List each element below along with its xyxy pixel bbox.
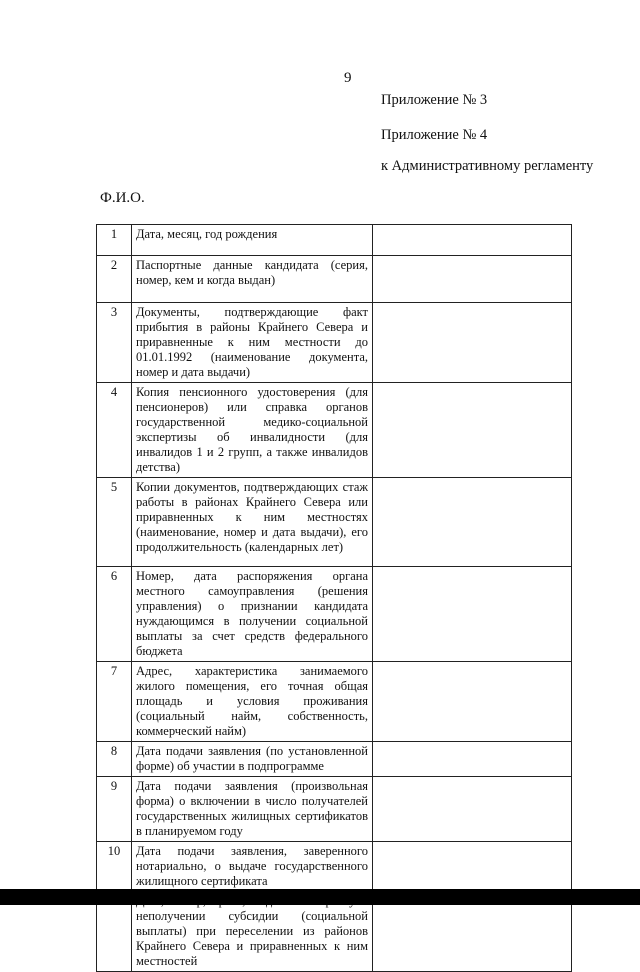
row-label: Дата, месяц, год рождения [132,225,373,256]
row-value-cell [373,256,572,303]
row-label: Копии документов, подтверждающих стаж работы в районах Крайнего Севера или приравненных к ним местностях (наименование, номер и дата выдачи), его продолжительность (календарных лет) [132,478,373,567]
appendix-line-3: к Административному регламенту [381,158,594,174]
row-value-cell [373,303,572,383]
row-number: 5 [97,478,132,567]
table-row [97,567,572,662]
table-row [97,225,572,256]
row-number: 1 [97,225,132,256]
row-label: Дата подачи заявления (по установленной форме) об участии в подпрограмме [132,742,373,777]
candidate-info-table [96,224,572,972]
table-row [97,383,572,478]
table-row [97,303,572,383]
row-value-cell [373,777,572,842]
row-number: 8 [97,742,132,777]
row-number: 10 [97,842,132,892]
table-row [97,478,572,567]
row-label: Документы, подтверждающие факт прибытия в районы Крайнего Севера и приравненные к ним местности до 01.01.1992 (наименование документа, номер и дата выдачи) [132,303,373,383]
table-row [97,256,572,303]
row-value-cell [373,225,572,256]
row-number: 6 [97,567,132,662]
page-number: 9 [344,70,352,86]
row-number: 7 [97,662,132,742]
row-label: Дата подачи заявления, заверенного нотариально, о выдаче государственного жилищного сертификата [132,842,373,892]
row-value-cell [373,478,572,567]
row-value-cell [373,383,572,478]
row-value-cell [373,567,572,662]
table-row [97,662,572,742]
scan-bottom-border [0,889,640,905]
row-label: Дата подачи заявления (произвольная форма) о включении в число получателей государственных жилищных сертификатов в планируемом году [132,777,373,842]
row-value-cell [373,842,572,892]
row-label: Копия пенсионного удостоверения (для пенсионеров) или справка органов государственной медико-социальной экспертизы об инвалидности (для инвалидов 1 и 2 групп, а также инвалидов детства) [132,383,373,478]
fio-label: Ф.И.О. [100,190,145,206]
row-label: Паспортные данные кандидата (серия, номер, кем и когда выдан) [132,256,373,303]
row-number: 2 [97,256,132,303]
table-row [97,842,572,892]
row-number: 3 [97,303,132,383]
row-label: неполучении субсидии (социальной выплаты) при переселении из районов Крайнего Севера и приравненных к ним местностей [132,892,373,972]
row-value-cell [373,662,572,742]
row-value-cell [373,742,572,777]
row-label: Адрес, характеристика занимаемого жилого помещения, его точная общая площадь и условия проживания (социальный найм, собственность, коммерческий найм) [132,662,373,742]
row-number: 4 [97,383,132,478]
table-row [97,777,572,842]
table-row [97,742,572,777]
appendix-line-1: Приложение № 3 [381,92,488,108]
appendix-line-2: Приложение № 4 [381,127,488,143]
row-label: Номер, дата распоряжения органа местного самоуправления (решения управления) о признании кандидата нуждающимся в получении социальной выплаты за счет средств федерального бюджета [132,567,373,662]
row-number: 9 [97,777,132,842]
